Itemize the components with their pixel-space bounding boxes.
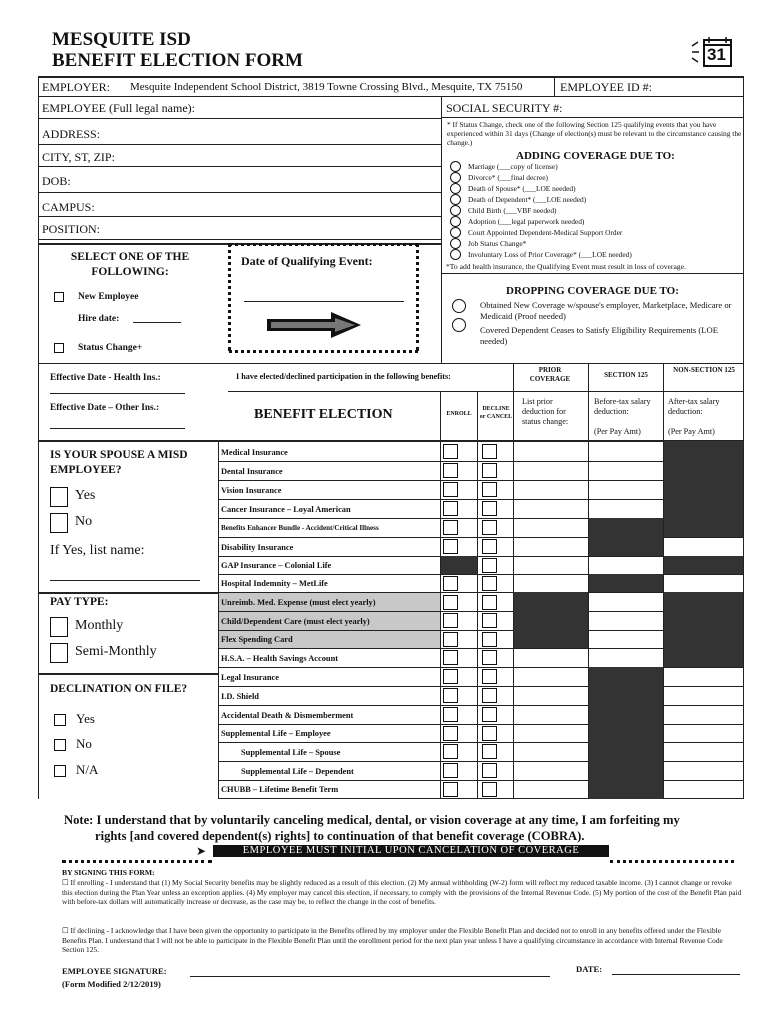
declination-yes-label: Yes [76,711,95,726]
benefit-dental: Dental Insurance [221,467,283,476]
radio-dependent-ceases[interactable] [452,318,466,332]
benefit-add: Accidental Death & Dismemberment [221,711,354,720]
right-arrow-icon [265,310,365,345]
prior-deduction-header: List prior deduction for status change: [522,397,569,426]
radio-marriage[interactable] [450,161,461,172]
cobra-note-line1: Note: I understand that by voluntarily canceling medical, dental, or vision coverage at any time, I am forfeiting my [64,813,680,827]
radio-court-order[interactable] [450,227,461,238]
new-employee-label: New Employee [78,292,139,302]
new-employee-checkbox[interactable] [54,292,64,302]
benefit-vision: Vision Insurance [221,486,282,495]
spouse-no-label: No [75,514,93,529]
declination-yes-checkbox[interactable] [54,714,66,726]
benefit-unreimb: Unreimb. Med. Expense (must elect yearly) [221,598,376,607]
status-change-label: Status Change+ [78,343,143,353]
qualifying-event-date-line[interactable] [244,301,404,302]
radio-obtained-new-coverage[interactable] [452,299,466,313]
city-field[interactable]: CITY, ST, ZIP: [42,150,115,164]
benefit-gap: GAP Insurance – Colonial Life [221,561,332,570]
benefit-hospital: Hospital Indemnity – MetLife [221,579,328,588]
employer-label: EMPLOYER: [42,80,111,94]
date-label: DATE: [576,964,603,974]
adding-coverage-note: *To add health insurance, the Qualifying Event must result in loss of coverage. [446,262,686,271]
decline-cancel-header: DECLINE or CANCEL [479,406,513,420]
pay-monthly-label: Monthly [75,618,124,633]
arrow-right-icon: ➤ [196,844,207,858]
status-change-checkbox[interactable] [54,343,64,353]
form-modified: (Form Modified 2/12/2019) [62,979,161,989]
employee-id-label: EMPLOYEE ID #: [560,80,652,94]
non-section125-header: NON-SECTION 125 [673,366,735,374]
benefit-supp-life-spouse: Supplemental Life – Spouse [241,748,341,757]
status-change-note: * If Status Change, check one of the following Section 125 qualifying events that you have experienced within 31 days (Change of election(s) must be relevant to the circumstance causing the change.) [447,120,742,147]
signature-line[interactable] [190,976,550,977]
calendar-icon [690,36,734,68]
date-line[interactable] [612,974,740,975]
cobra-note-line2: rights [and covered dependent(s) rights] to continuation of that benefit coverage (COBRA). [95,829,585,843]
benefit-id-shield: I.D. Shield [221,692,259,701]
initial-banner: EMPLOYEE MUST INITIAL UPON CANCELATION OF COVERAGE [213,845,609,857]
radio-divorce[interactable] [450,172,461,183]
benefit-disability: Disability Insurance [221,543,294,552]
radio-adoption[interactable] [450,216,461,227]
ssn-field[interactable]: SOCIAL SECURITY #: [446,101,563,115]
spouse-name-line[interactable] [50,580,200,581]
spouse-name-label: If Yes, list name: [50,543,145,558]
after-tax-header: After-tax salary deduction: [668,397,720,416]
benefit-hsa: H.S.A. – Health Savings Account [221,654,339,663]
effective-date-other[interactable]: Effective Date – Other Ins.: [50,403,160,413]
before-tax-sub: (Per Pay Amt) [594,427,641,436]
benefit-supp-life-employee: Supplemental Life – Employee [221,729,331,738]
form-title-line1: MESQUITE ISD [52,29,191,50]
dropping-item-1: Obtained New Coverage w/spouse's employer, Marketplace, Medicare or Medicaid (Proof needed) [480,300,732,321]
benefit-enhancer: Benefits Enhancer Bundle - Accident/Critical Illness [221,524,379,532]
enrolling-paragraph: ☐ If enrolling - I understand that (1) My Social Security benefits may be slightly reduced as a result of this election. (2) My annual withholding (W-2) form will reflect my reduced taxable income. (3) I cannot change or revoke this election during the Plan Year unless an exception applies. (4) My employer may cancel this election, if necessary, to comply with the provisions of the Internal Revenue Code. (5) My portion of the cost of the Benefit Plan paid with before-tax dollars will automatically increase or decrease, as the case may be, to reflect the change in the cost of benefits. [62,878,742,907]
spouse-question: IS YOUR SPOUSE A MISD EMPLOYEE? [50,449,188,476]
elected-declined-text: I have elected/declined participation in the following benefits: [236,372,451,381]
section125-header: SECTION 125 [604,371,648,379]
spouse-yes-label: Yes [75,488,96,503]
radio-child-birth[interactable] [450,205,461,216]
employer-value: Mesquite Independent School District, 3819 Towne Crossing Blvd., Mesquite, TX 75150 [130,81,523,93]
dropping-coverage-title: DROPPING COVERAGE DUE TO: [506,285,679,297]
enroll-header: ENROLL [446,411,472,417]
position-field[interactable]: POSITION: [42,222,101,236]
after-tax-sub: (Per Pay Amt) [668,427,715,436]
effective-date-health[interactable]: Effective Date - Health Ins.: [50,373,161,383]
prior-coverage-header: PRIOR COVERAGE [529,366,571,383]
declination-no-label: No [76,736,92,751]
dob-field[interactable]: DOB: [42,174,71,188]
declination-no-checkbox[interactable] [54,739,66,751]
pay-semi-monthly-checkbox[interactable] [50,643,68,663]
benefit-flex-card: Flex Spending Card [221,635,293,644]
benefit-cancer: Cancer Insurance – Loyal American [221,505,351,514]
benefit-supp-life-dependent: Supplemental Life – Dependent [241,767,354,776]
radio-death-spouse[interactable] [450,183,461,194]
adding-coverage-title: ADDING COVERAGE DUE TO: [516,150,675,162]
benefit-election-header: BENEFIT ELECTION [254,407,393,422]
adding-coverage-list: Marriage (___copy of license) Divorce* (___final decree) Death of Spouse* (___LOE needed) Death of Dependent* (___LOE needed) Child Birth (___VBF needed) Adoption (___legal paperwork needed) Court Appointed Dependent-Medical Support Order Job Status Change* Involuntary Loss of Prior Coverage* (___LOE needed) [450,161,745,260]
calendar-number: 31 [707,45,726,64]
hire-date-label: Hire date: [78,314,120,324]
declination-label: DECLINATION ON FILE? [50,683,188,695]
pay-monthly-checkbox[interactable] [50,617,68,637]
spouse-no-checkbox[interactable] [50,513,68,533]
before-tax-header: Before-tax salary deduction: [594,397,651,416]
form-title-line2: BENEFIT ELECTION FORM [52,50,303,71]
radio-death-dependent[interactable] [450,194,461,205]
benefit-medical: Medical Insurance [221,448,288,457]
declination-na-label: N/A [76,762,99,777]
signing-title: BY SIGNING THIS FORM: [62,868,155,877]
declining-paragraph: ☐ If declining - I acknowledge that I have been given the opportunity to participate in the Benefits offered by my employer under the Flexible Benefit Plan and decided not to enroll in any benefits offered under the Flexible Benefits Plan. I understand that I will not be able to participate in the Flexible Benefit Plan until the enrollment period for the next plan year unless I have a qualifying circumstance in accordance with Internal Revenue Code Section 125. [62,926,723,955]
spouse-yes-checkbox[interactable] [50,487,68,507]
employee-name-field[interactable]: EMPLOYEE (Full legal name): [42,101,195,115]
benefit-chubb: CHUBB – Lifetime Benefit Term [221,785,339,794]
address-field[interactable]: ADDRESS: [42,127,101,141]
select-one-title: SELECT ONE OF THE FOLLOWING: [70,251,190,278]
pay-type-label: PAY TYPE: [50,596,109,608]
campus-field[interactable]: CAMPUS: [42,200,95,214]
dropping-item-2: Covered Dependent Ceases to Satisfy Eligibility Requirements (LOE needed) [480,325,718,346]
benefit-child-care: Child/Dependent Care (must elect yearly) [221,617,370,626]
radio-job-status[interactable] [450,238,461,249]
benefit-legal: Legal Insurance [221,673,279,682]
pay-semi-monthly-label: Semi-Monthly [75,644,157,659]
qualifying-event-label: Date of Qualifying Event: [241,254,373,268]
declination-na-checkbox[interactable] [54,765,66,777]
radio-loss-coverage[interactable] [450,249,461,260]
signature-label: EMPLOYEE SIGNATURE: [62,966,167,976]
